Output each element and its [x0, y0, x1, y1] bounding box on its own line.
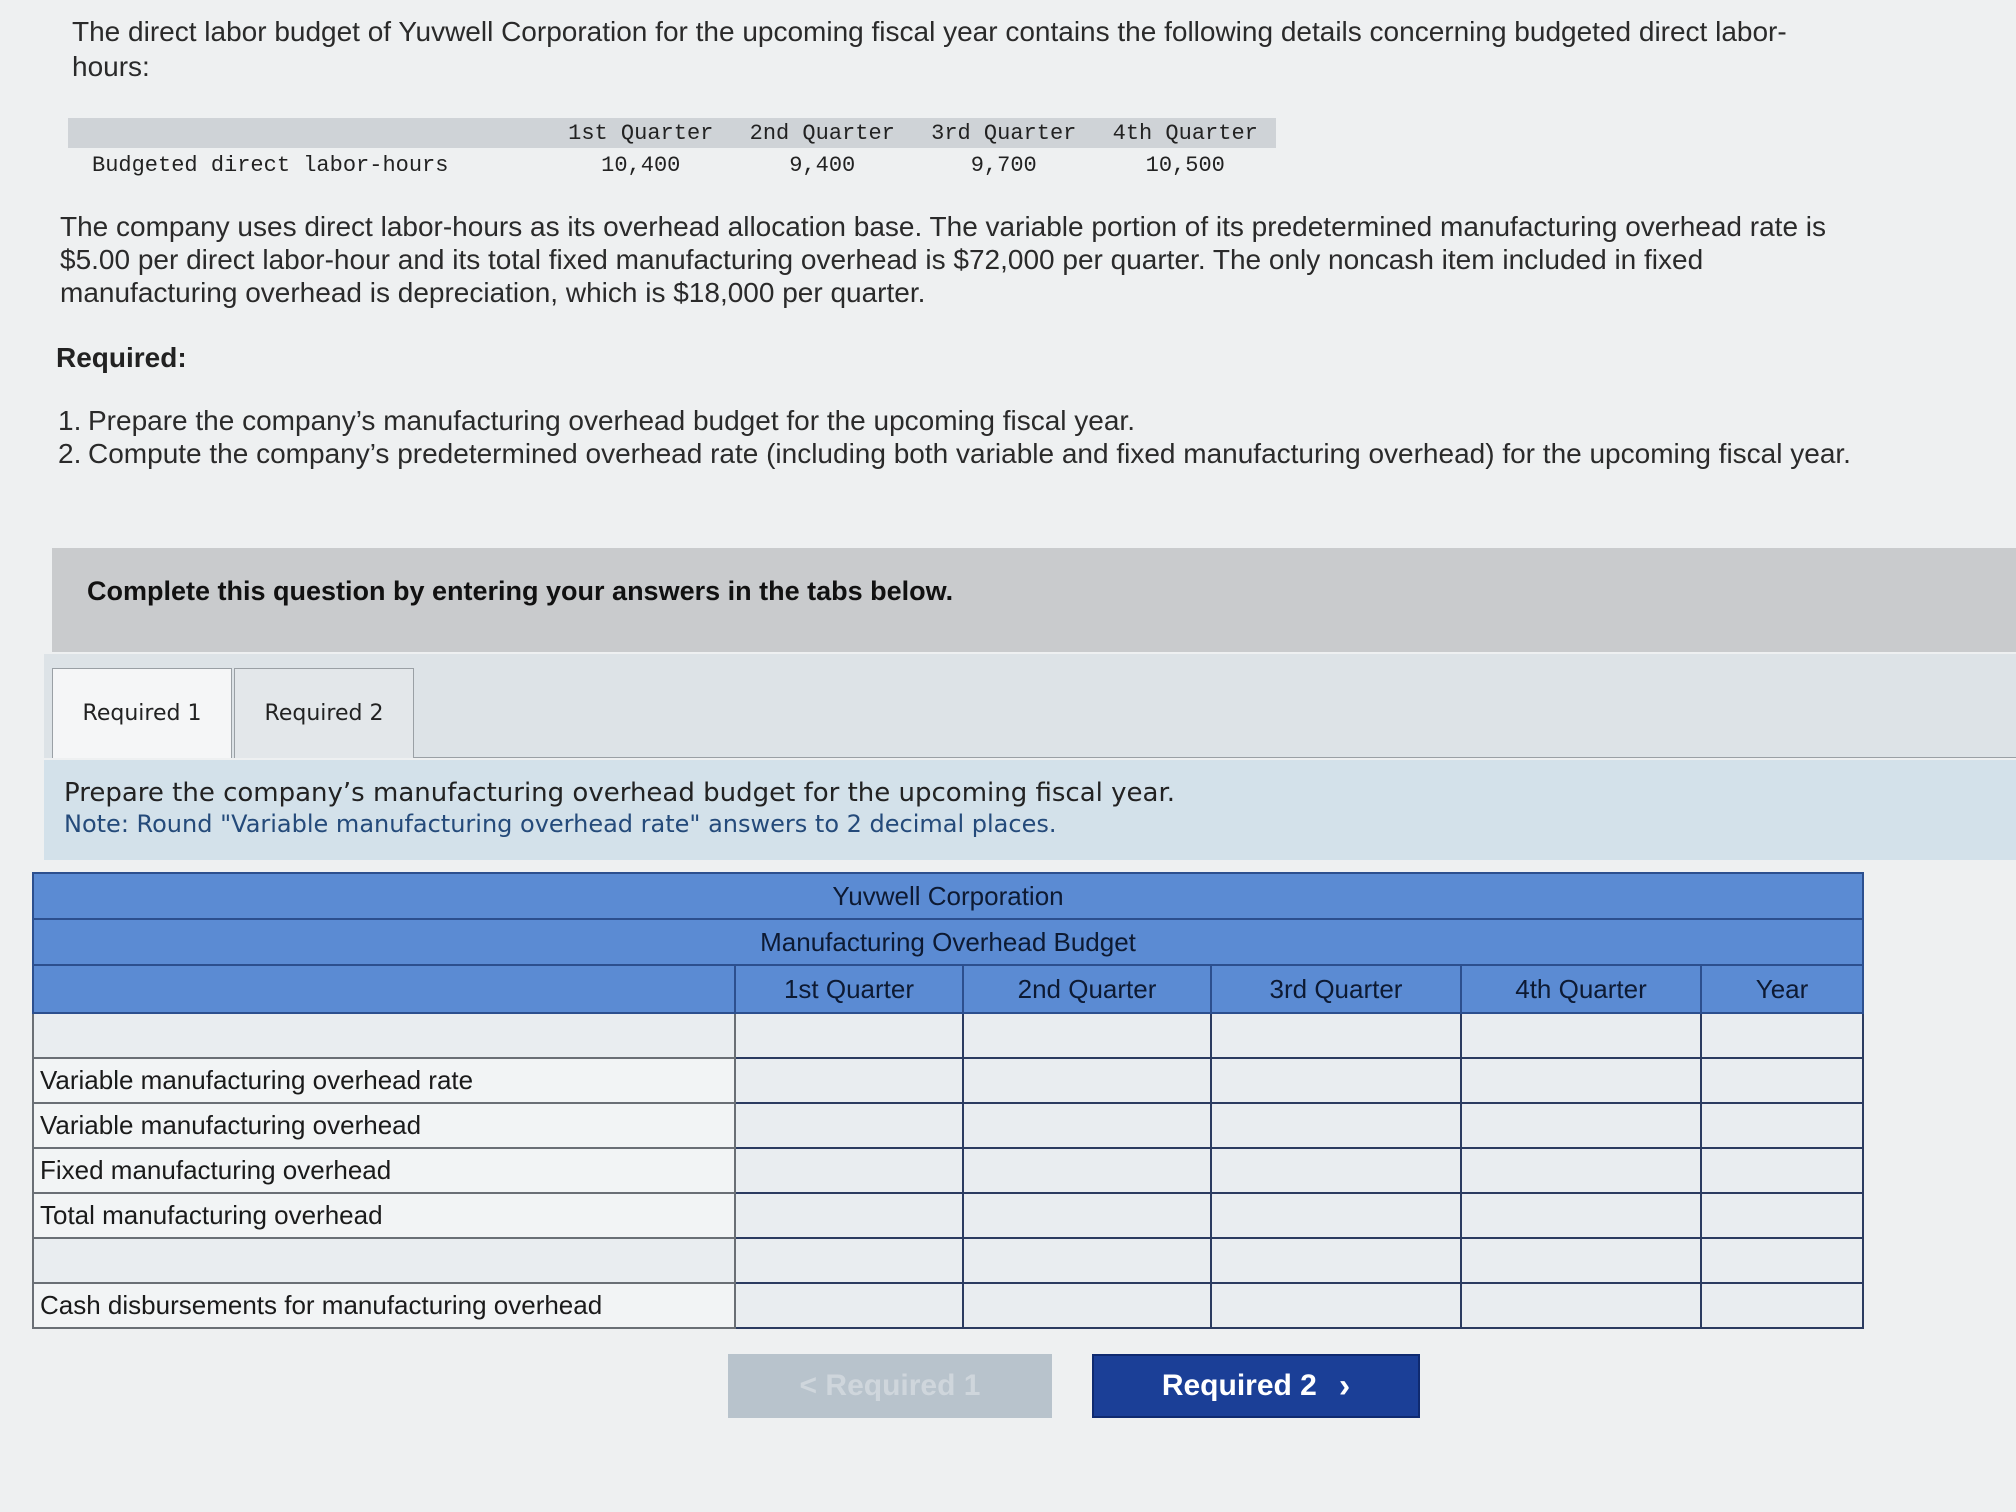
labor-hours-table — [68, 118, 1276, 182]
cell-input[interactable] — [1701, 1058, 1863, 1103]
instructions-line-1: Prepare the company’s manufacturing overhead budget for the upcoming fiscal year. — [64, 778, 1176, 808]
budget-company-name: Yuvwell Corporation — [33, 873, 1863, 919]
cell-input[interactable] — [1461, 1283, 1701, 1328]
cell-input[interactable] — [1702, 1149, 1862, 1192]
cell-input[interactable] — [963, 1283, 1211, 1328]
cell-input[interactable] — [964, 1239, 1210, 1282]
rounding-note: Note: Round "Variable manufacturing overhead rate" answers to 2 decimal places. — [64, 810, 1057, 838]
cell-input[interactable] — [1212, 1149, 1460, 1192]
budget-column-header-row — [33, 965, 1863, 1013]
labor-hours-q3: 9,700 — [970, 152, 1037, 178]
cell-input[interactable] — [1701, 1238, 1863, 1283]
cell-input[interactable] — [1212, 1014, 1460, 1057]
problem-intro: The direct labor budget of Yuvwell Corporation for the upcoming fiscal year contains the following details concerning budgeted direct labor-hours: — [72, 16, 1787, 82]
cell-input[interactable] — [736, 1284, 962, 1327]
budget-header-blank — [33, 965, 735, 1013]
cell-input[interactable] — [1701, 1148, 1863, 1193]
cell-input[interactable] — [1211, 1058, 1461, 1103]
budget-header-q4: 4th Quarter — [1461, 965, 1701, 1013]
budget-title-row — [33, 919, 1863, 965]
cell-input[interactable] — [1211, 1013, 1461, 1058]
cell-input[interactable] — [736, 1014, 962, 1057]
cell-input[interactable] — [1702, 1059, 1862, 1102]
cell-input[interactable] — [1462, 1284, 1700, 1327]
budget-row-label-input[interactable] — [33, 1013, 735, 1058]
cell-input[interactable] — [964, 1284, 1210, 1327]
cell-input[interactable] — [1462, 1059, 1700, 1102]
labor-hours-q2: 9,400 — [789, 152, 856, 178]
labor-hours-header-q2: 2nd Quarter — [732, 118, 914, 148]
labor-hours-header-q3: 3rd Quarter — [913, 118, 1095, 148]
budget-title: Manufacturing Overhead Budget — [33, 919, 1863, 965]
required-item-2-number: 2. — [58, 438, 82, 469]
cell-input[interactable] — [1212, 1059, 1460, 1102]
cell-input[interactable] — [1462, 1104, 1700, 1147]
cell-input[interactable] — [1702, 1284, 1862, 1327]
cell-input[interactable] — [736, 1194, 962, 1237]
cell-input[interactable] — [1701, 1193, 1863, 1238]
cell-input[interactable] — [1461, 1058, 1701, 1103]
cell-input[interactable] — [1462, 1014, 1700, 1057]
labor-hours-q1: 10,400 — [601, 152, 681, 178]
cell-input[interactable] — [1461, 1193, 1701, 1238]
budget-row-variable-rate — [33, 1058, 1863, 1103]
prev-required-1-button[interactable]: < Required 1 — [728, 1354, 1052, 1418]
budget-company-row — [33, 873, 1863, 919]
required-item-2-text: Compute the company’s predetermined overhead rate (including both variable and fixed manufacturing overhead) for the upcoming fiscal year. — [88, 438, 1851, 469]
cell-input[interactable] — [963, 1103, 1211, 1148]
tabs-divider — [414, 757, 2016, 758]
labor-hours-header-blank — [68, 118, 550, 148]
cell-input[interactable] — [1462, 1194, 1700, 1237]
cell-input[interactable] — [736, 1104, 962, 1147]
overhead-budget-table — [32, 872, 1864, 1329]
cell-input[interactable] — [736, 1059, 962, 1102]
cell-input[interactable] — [1461, 1103, 1701, 1148]
instruction-banner — [52, 548, 2016, 652]
cell-input[interactable] — [1702, 1014, 1862, 1057]
budget-header-q2: 2nd Quarter — [963, 965, 1211, 1013]
budget-row-variable-overhead — [33, 1103, 1863, 1148]
cell-input[interactable] — [964, 1104, 1210, 1147]
cell-input[interactable] — [963, 1238, 1211, 1283]
cell-input[interactable] — [964, 1149, 1210, 1192]
row-label-dropdown-input[interactable] — [40, 1239, 734, 1282]
cell-input[interactable] — [1212, 1104, 1460, 1147]
cell-input[interactable] — [1462, 1149, 1700, 1192]
labor-hours-row — [68, 148, 1276, 182]
labor-hours-q4: 10,500 — [1145, 152, 1225, 178]
cell-input[interactable] — [1462, 1239, 1700, 1282]
cell-input[interactable] — [1211, 1238, 1461, 1283]
tab-required-2[interactable]: Required 2 — [234, 668, 414, 758]
budget-header-year: Year — [1701, 965, 1863, 1013]
next-required-2-button[interactable] — [1092, 1354, 1420, 1418]
row-label-fixed-overhead: Fixed manufacturing overhead — [33, 1148, 735, 1193]
cell-input[interactable] — [964, 1194, 1210, 1237]
tab-required-1[interactable]: Required 1 — [52, 668, 232, 758]
required-list — [58, 404, 1878, 470]
required-heading: Required: — [56, 342, 187, 373]
tab-instructions — [44, 760, 2016, 860]
overhead-paragraph: The company uses direct labor-hours as its overhead allocation base. The variable portion of its predetermined manufacturing overhead rate is $5.00 per direct labor-hour and its total fixed manufacturing overhead is $72,000 per quarter. The only noncash item included in fixed manufacturing overhead is depreciation, which is $18,000 per quarter. — [60, 211, 1827, 308]
cell-input[interactable] — [735, 1013, 963, 1058]
cell-input[interactable] — [1701, 1103, 1863, 1148]
budget-row-labor-hours — [33, 1013, 1863, 1058]
cell-input[interactable] — [1702, 1239, 1862, 1282]
next-button-label: Required 2 — [1161, 1369, 1317, 1402]
cell-input[interactable] — [735, 1238, 963, 1283]
cell-input[interactable] — [1702, 1194, 1862, 1237]
cell-input[interactable] — [1211, 1103, 1461, 1148]
cell-input[interactable] — [735, 1283, 963, 1328]
required-item-1-text: Prepare the company’s manufacturing overhead budget for the upcoming fiscal year. — [88, 405, 1135, 436]
cell-input[interactable] — [1211, 1148, 1461, 1193]
banner-text: Complete this question by entering your answers in the tabs below. — [87, 576, 954, 606]
row-label-variable-overhead: Variable manufacturing overhead — [33, 1103, 735, 1148]
row-label-dropdown-input[interactable] — [40, 1014, 734, 1057]
labor-hours-header-q1: 1st Quarter — [550, 118, 732, 148]
cell-input[interactable] — [1211, 1193, 1461, 1238]
cell-input[interactable] — [1702, 1104, 1862, 1147]
budget-row-cash-disbursements — [33, 1283, 1863, 1328]
row-label-variable-rate: Variable manufacturing overhead rate — [33, 1058, 735, 1103]
cell-input[interactable] — [1461, 1148, 1701, 1193]
cell-input[interactable] — [1461, 1238, 1701, 1283]
required-item-1-number: 1. — [58, 405, 82, 436]
budget-header-q3: 3rd Quarter — [1211, 965, 1461, 1013]
cell-input[interactable] — [735, 1193, 963, 1238]
labor-hours-header-q4: 4th Quarter — [1095, 118, 1277, 148]
labor-hours-header-row — [68, 118, 1276, 148]
cell-input[interactable] — [735, 1103, 963, 1148]
row-label-total-overhead: Total manufacturing overhead — [33, 1193, 735, 1238]
budget-row-fixed-overhead — [33, 1148, 1863, 1193]
budget-row-label-input[interactable] — [33, 1238, 735, 1283]
cell-input[interactable] — [963, 1193, 1211, 1238]
cell-input[interactable] — [735, 1148, 963, 1193]
cell-input[interactable] — [1212, 1284, 1460, 1327]
row-label-cash-disbursements: Cash disbursements for manufacturing overhead — [33, 1283, 735, 1328]
cell-input[interactable] — [963, 1013, 1211, 1058]
cell-input[interactable] — [736, 1239, 962, 1282]
budget-row-total-overhead — [33, 1193, 1863, 1238]
cell-input[interactable] — [1701, 1283, 1863, 1328]
required-item-2 — [58, 437, 1878, 470]
cell-input[interactable] — [1461, 1013, 1701, 1058]
labor-hours-label: Budgeted direct labor-hours — [92, 152, 449, 178]
required-item-1 — [58, 404, 1878, 437]
cell-input[interactable] — [736, 1149, 962, 1192]
tabs-bar — [44, 654, 2016, 758]
cell-input[interactable] — [1211, 1283, 1461, 1328]
cell-input[interactable] — [1701, 1013, 1863, 1058]
cell-input[interactable] — [964, 1059, 1210, 1102]
cell-input[interactable] — [1212, 1239, 1460, 1282]
cell-input[interactable] — [963, 1148, 1211, 1193]
cell-input[interactable] — [963, 1058, 1211, 1103]
cell-input[interactable] — [964, 1014, 1210, 1057]
cell-input[interactable] — [735, 1058, 963, 1103]
budget-header-q1: 1st Quarter — [735, 965, 963, 1013]
budget-row-less-depreciation — [33, 1238, 1863, 1283]
chevron-right-icon: › — [1338, 1366, 1351, 1405]
cell-input[interactable] — [1212, 1194, 1460, 1237]
